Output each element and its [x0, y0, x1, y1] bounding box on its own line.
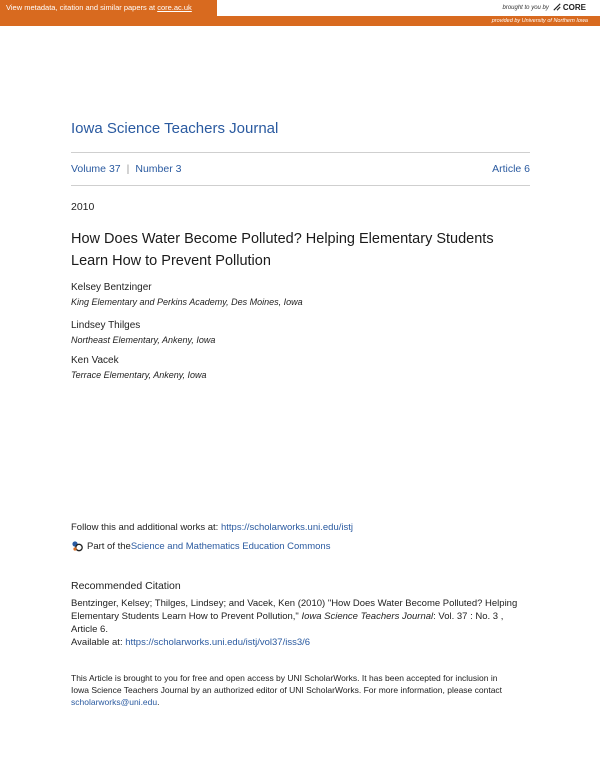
- core-view-text: View metadata, citation and similar papers at: [6, 3, 158, 12]
- follow-line: [71, 522, 353, 533]
- citation-text: Elementary Students Learn How to Prevent Pollution,": [71, 611, 302, 622]
- author-name: Lindsey Thilges: [71, 320, 141, 331]
- core-link[interactable]: core.ac.uk: [157, 3, 192, 12]
- citation-line-3: Article 6.: [71, 624, 108, 635]
- author-affiliation: Terrace Elementary, Ankeny, Iowa: [71, 370, 207, 380]
- article-title: [71, 228, 541, 272]
- title-line-1: How Does Water Become Polluted? Helping Elementary Students: [71, 231, 494, 247]
- volume-link[interactable]: Volume 37: [71, 163, 121, 175]
- citation-line-1: Bentzinger, Kelsey; Thilges, Lindsey; and Vacek, Ken (2010) "How Does Water Become Polluted? Helping: [71, 598, 518, 609]
- core-brought-by[interactable]: [503, 3, 587, 12]
- author-affiliation: Northeast Elementary, Ankeny, Iowa: [71, 335, 216, 345]
- brought-by-text: brought to you by: [502, 4, 549, 11]
- part-of-line: [71, 540, 330, 552]
- available-url-link[interactable]: https://scholarworks.uni.edu/istj/vol37/iss3/6: [125, 637, 311, 648]
- follow-url-link[interactable]: https://scholarworks.uni.edu/istj: [220, 522, 353, 533]
- number-link[interactable]: Number 3: [135, 163, 182, 175]
- citation-journal: Iowa Science Teachers Journal: [301, 611, 434, 622]
- commons-network-icon: [71, 540, 83, 552]
- author-name: Kelsey Bentzinger: [71, 282, 152, 293]
- notice-line-1: This Article is brought to you for free and open access by UNI ScholarWorks. It has been accepted for inclusion in: [71, 673, 498, 683]
- publication-year: 2010: [71, 201, 95, 213]
- core-logo: [553, 3, 586, 12]
- citation-available: [71, 636, 541, 649]
- author-name: Ken Vacek: [71, 355, 119, 366]
- core-logo-text: CORE: [562, 3, 586, 12]
- title-line-2: Learn How to Prevent Pollution: [71, 253, 271, 269]
- volume-row: [71, 163, 530, 175]
- citation-block: [71, 597, 541, 649]
- access-notice: [71, 672, 541, 708]
- article-link[interactable]: Article 6: [492, 163, 530, 175]
- recommended-citation-heading: Recommended Citation: [71, 580, 181, 592]
- divider-top: [71, 152, 530, 153]
- part-of-text: Part of the: [87, 540, 131, 552]
- journal-title[interactable]: Iowa Science Teachers Journal: [71, 120, 279, 137]
- core-logo-icon: [553, 3, 561, 11]
- email-suffix: .: [157, 697, 160, 707]
- core-view-metadata[interactable]: [0, 0, 217, 16]
- citation-volume: : Vol. 37 : No. 3 ,: [433, 611, 504, 622]
- author-affiliation: King Elementary and Perkins Academy, Des Moines, Iowa: [71, 297, 303, 307]
- notice-line-2: Iowa Science Teachers Journal by an authorized editor of UNI ScholarWorks. For more information, please contact: [71, 685, 503, 695]
- citation-line-2: [71, 610, 541, 623]
- separator: |: [126, 163, 130, 175]
- provided-by: provided by University of Northern Iowa: [491, 18, 588, 24]
- contact-email-link[interactable]: scholarworks@uni.edu: [71, 697, 158, 707]
- available-text: Available at:: [71, 637, 126, 648]
- divider-bottom: [71, 185, 530, 186]
- follow-text: Follow this and additional works at:: [71, 522, 221, 533]
- notice-line-3: [71, 696, 541, 708]
- core-banner: [0, 0, 600, 26]
- commons-link[interactable]: Science and Mathematics Education Commons: [130, 540, 331, 552]
